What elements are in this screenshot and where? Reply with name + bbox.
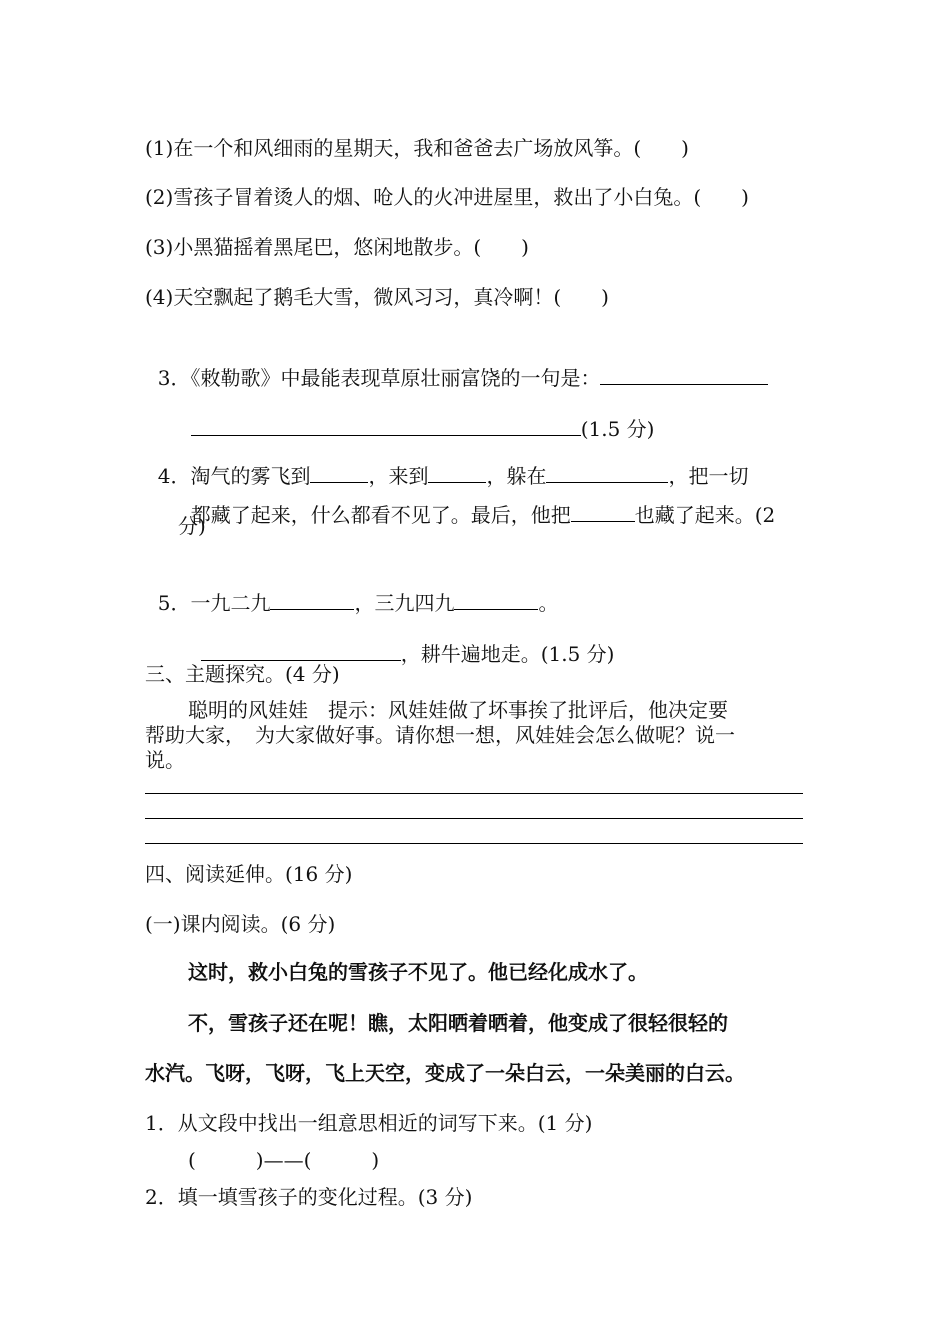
answer-line[interactable] (145, 818, 803, 819)
question-3-text: 3．《敕勒歌》中最能表现草原壮丽富饶的一句是： (157, 366, 601, 390)
item-2-4: (4)天空飘起了鹅毛大雪，微风习习，真冷啊！( ) (145, 285, 609, 309)
question-5-line1 (145, 561, 558, 617)
passage-line: 水汽。飞呀，飞呀，飞上天空，变成了一朵白云，一朵美丽的白云。 (145, 1061, 745, 1085)
question-5-text: ，耕牛遍地走。(1.5 分) (400, 642, 615, 666)
answer-blank[interactable] (600, 364, 768, 385)
answer-blank[interactable] (571, 501, 635, 522)
question-4-text: 都藏了起来，什么都看不见了。最后，他把 (190, 503, 571, 527)
question-4-2: 2．填一填雪孩子的变化过程。(3 分) (145, 1185, 473, 1209)
question-4-1-answer[interactable]: ( )——( ) (188, 1148, 380, 1172)
section-4-heading: 四、阅读延伸。(16 分) (145, 862, 353, 886)
question-4-text: ，来到 (368, 464, 429, 488)
question-4-text: 4．淘气的雾飞到 (157, 464, 311, 488)
question-4-line2 (178, 473, 775, 529)
answer-line[interactable] (145, 843, 803, 844)
question-4-text: ，把一切 (668, 464, 749, 488)
item-2-1: (1)在一个和风细雨的星期天，我和爸爸去广场放风筝。( ) (145, 136, 689, 160)
section-3-prompt: 帮助大家， 为大家做好事。请你想一想，风娃娃会怎么做呢？说一 (145, 723, 735, 747)
answer-blank[interactable] (454, 589, 538, 610)
answer-blank[interactable] (201, 640, 401, 661)
question-5-text: ，三九四九 (354, 591, 455, 615)
question-5-text: 。 (538, 591, 559, 615)
section-3-prompt: 说。 (145, 748, 185, 772)
answer-line[interactable] (145, 793, 803, 794)
section-4-subheading: (一)课内阅读。(6 分) (145, 912, 336, 936)
item-2-2: (2)雪孩子冒着烫人的烟、呛人的火冲进屋里，救出了小白兔。( ) (145, 185, 749, 209)
passage-line: 这时，救小白兔的雪孩子不见了。他已经化成水了。 (188, 960, 648, 984)
answer-blank[interactable] (191, 415, 581, 436)
answer-blank[interactable] (270, 589, 354, 610)
question-3 (145, 336, 768, 392)
question-4-text: 也藏了起来。(2 (634, 503, 776, 527)
question-4-1: 1．从文段中找出一组意思相近的词写下来。(1 分) (145, 1111, 593, 1135)
section-3-heading: 三、主题探究。(4 分) (145, 662, 340, 686)
question-4-line3: 分) (178, 514, 206, 538)
passage-line: 不，雪孩子还在呢！瞧，太阳晒着晒着，他变成了很轻很轻的 (188, 1011, 728, 1035)
question-5-text: 5．一九二九 (157, 591, 271, 615)
section-3-prompt: 聪明的风娃娃 提示：风娃娃做了坏事挨了批评后，他决定要 (188, 698, 728, 722)
item-2-3: (3)小黑猫摇着黑尾巴，悠闲地散步。( ) (145, 235, 529, 259)
question-3-score: (1.5 分) (580, 417, 655, 441)
question-4-text: ，躲在 (486, 464, 547, 488)
